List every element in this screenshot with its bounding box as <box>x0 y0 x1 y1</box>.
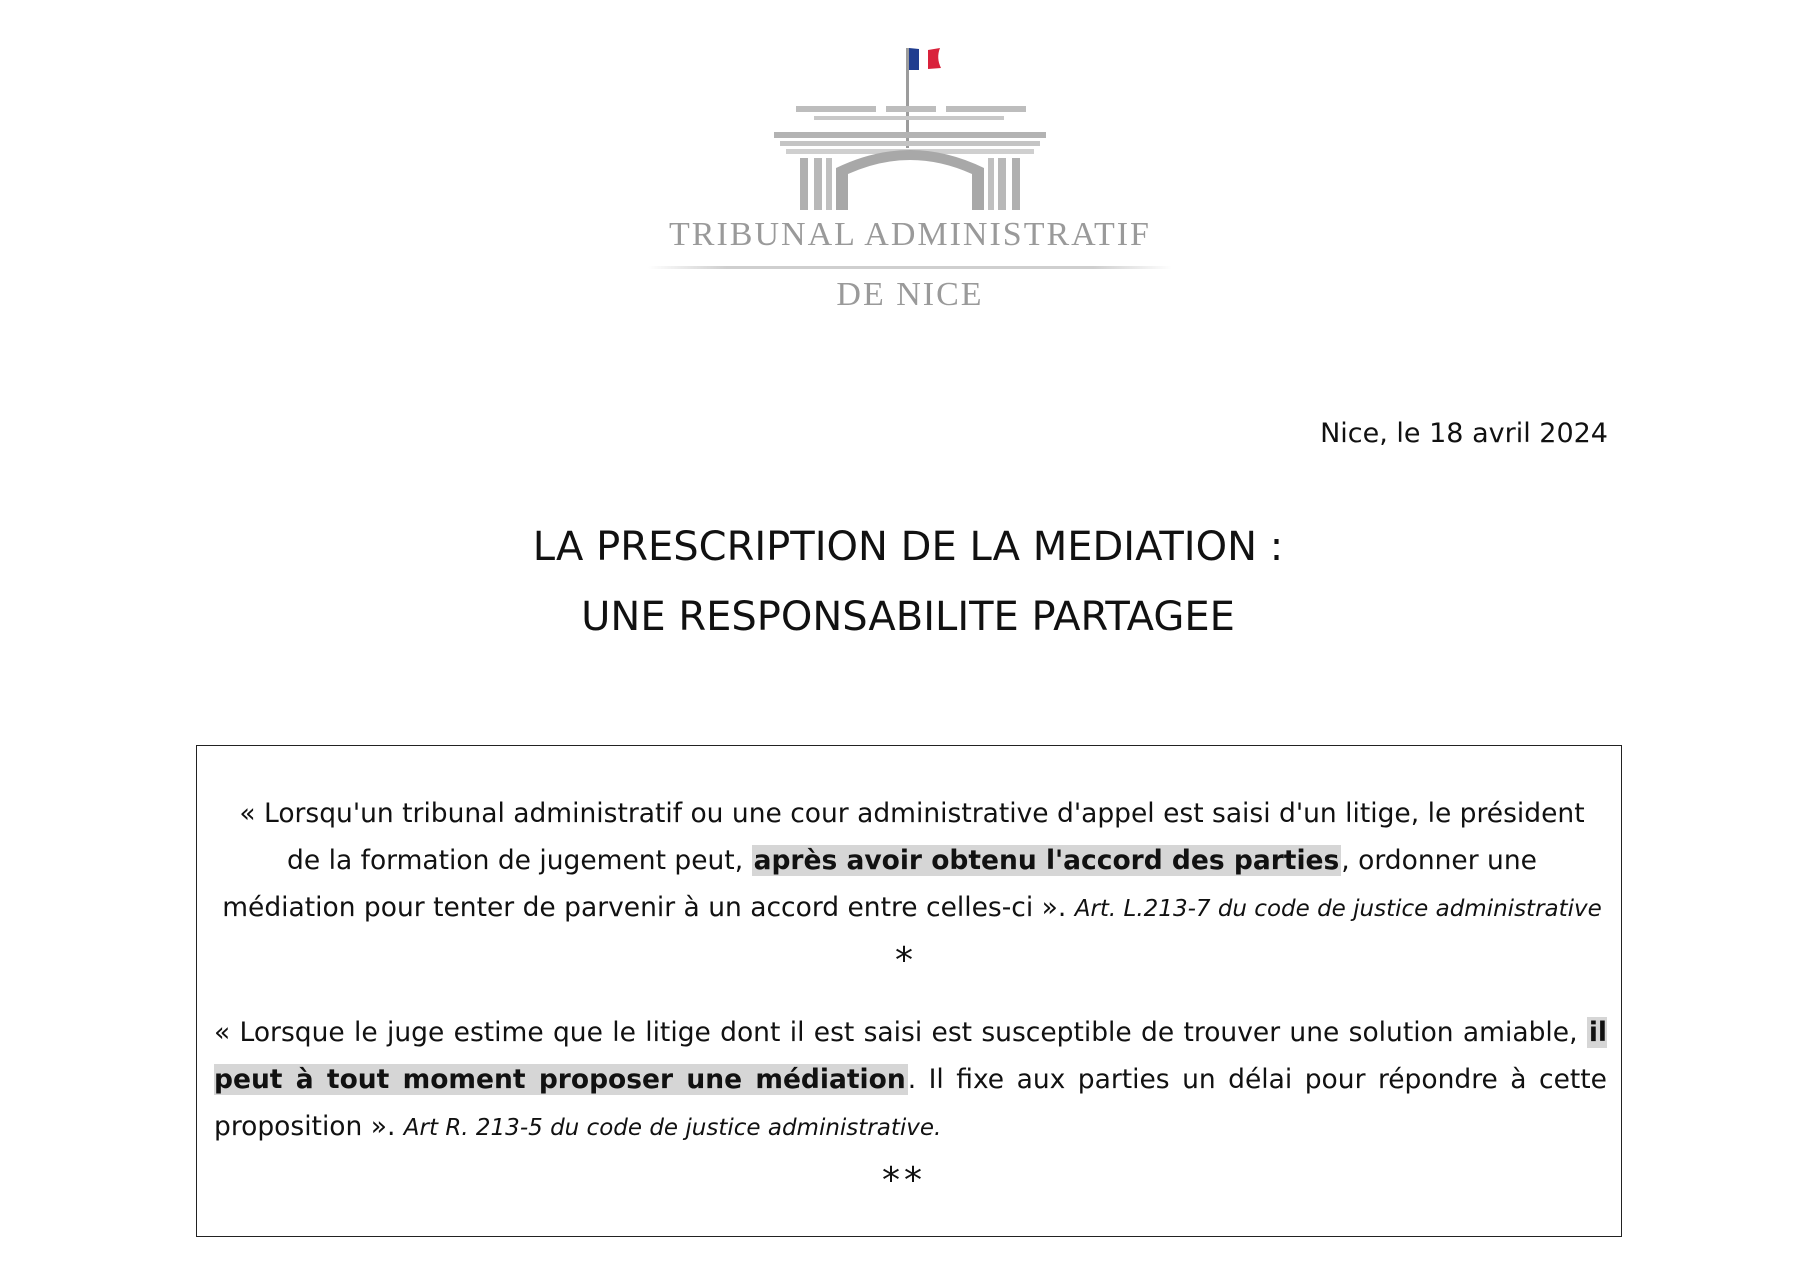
document-date: Nice, le 18 avril 2024 <box>1320 418 1608 449</box>
quote-text: « Lorsqu'un tribunal administratif ou une cour administrative d'appel est saisi d'un litige, le président de la formation de jugement peut, <box>239 798 1585 876</box>
logo-subtitle: DE NICE <box>836 276 984 313</box>
quote-text: . Il fixe aux parties un délai pour répondre à cette proposition ». <box>214 1064 1607 1142</box>
title-line-2: UNE RESPONSABILITE PARTAGEE <box>581 594 1235 640</box>
quote-article-r213-5 <box>214 1009 1607 1152</box>
logo-title: TRIBUNAL ADMINISTRATIF <box>669 216 1151 253</box>
quote-highlight: il peut à tout moment proposer une médiation <box>214 1017 1607 1095</box>
quote-text: , ordonner une médiation pour tenter de parvenir à un accord entre celles-ci ». <box>222 845 1537 923</box>
courthouse-icon <box>640 40 1180 220</box>
logo-divider <box>648 266 1172 269</box>
separator-double-asterisk: ** <box>882 1160 926 1201</box>
quote-reference: Art R. 213-5 du code de justice administrative. <box>403 1115 942 1141</box>
separator-asterisk: * <box>895 940 913 981</box>
quote-text: « Lorsque le juge estime que le litige dont il est saisi est susceptible de trouver une solution amiable, <box>214 1017 1587 1048</box>
tribunal-logo <box>640 40 1180 320</box>
quote-reference: Art. L.213-7 du code de justice administrative <box>1074 896 1602 922</box>
title-line-1: LA PRESCRIPTION DE LA MEDIATION : <box>532 524 1284 570</box>
quote-highlight: après avoir obtenu l'accord des parties <box>753 845 1340 876</box>
quote-article-l213-7 <box>222 790 1602 933</box>
document-title <box>0 512 1808 652</box>
